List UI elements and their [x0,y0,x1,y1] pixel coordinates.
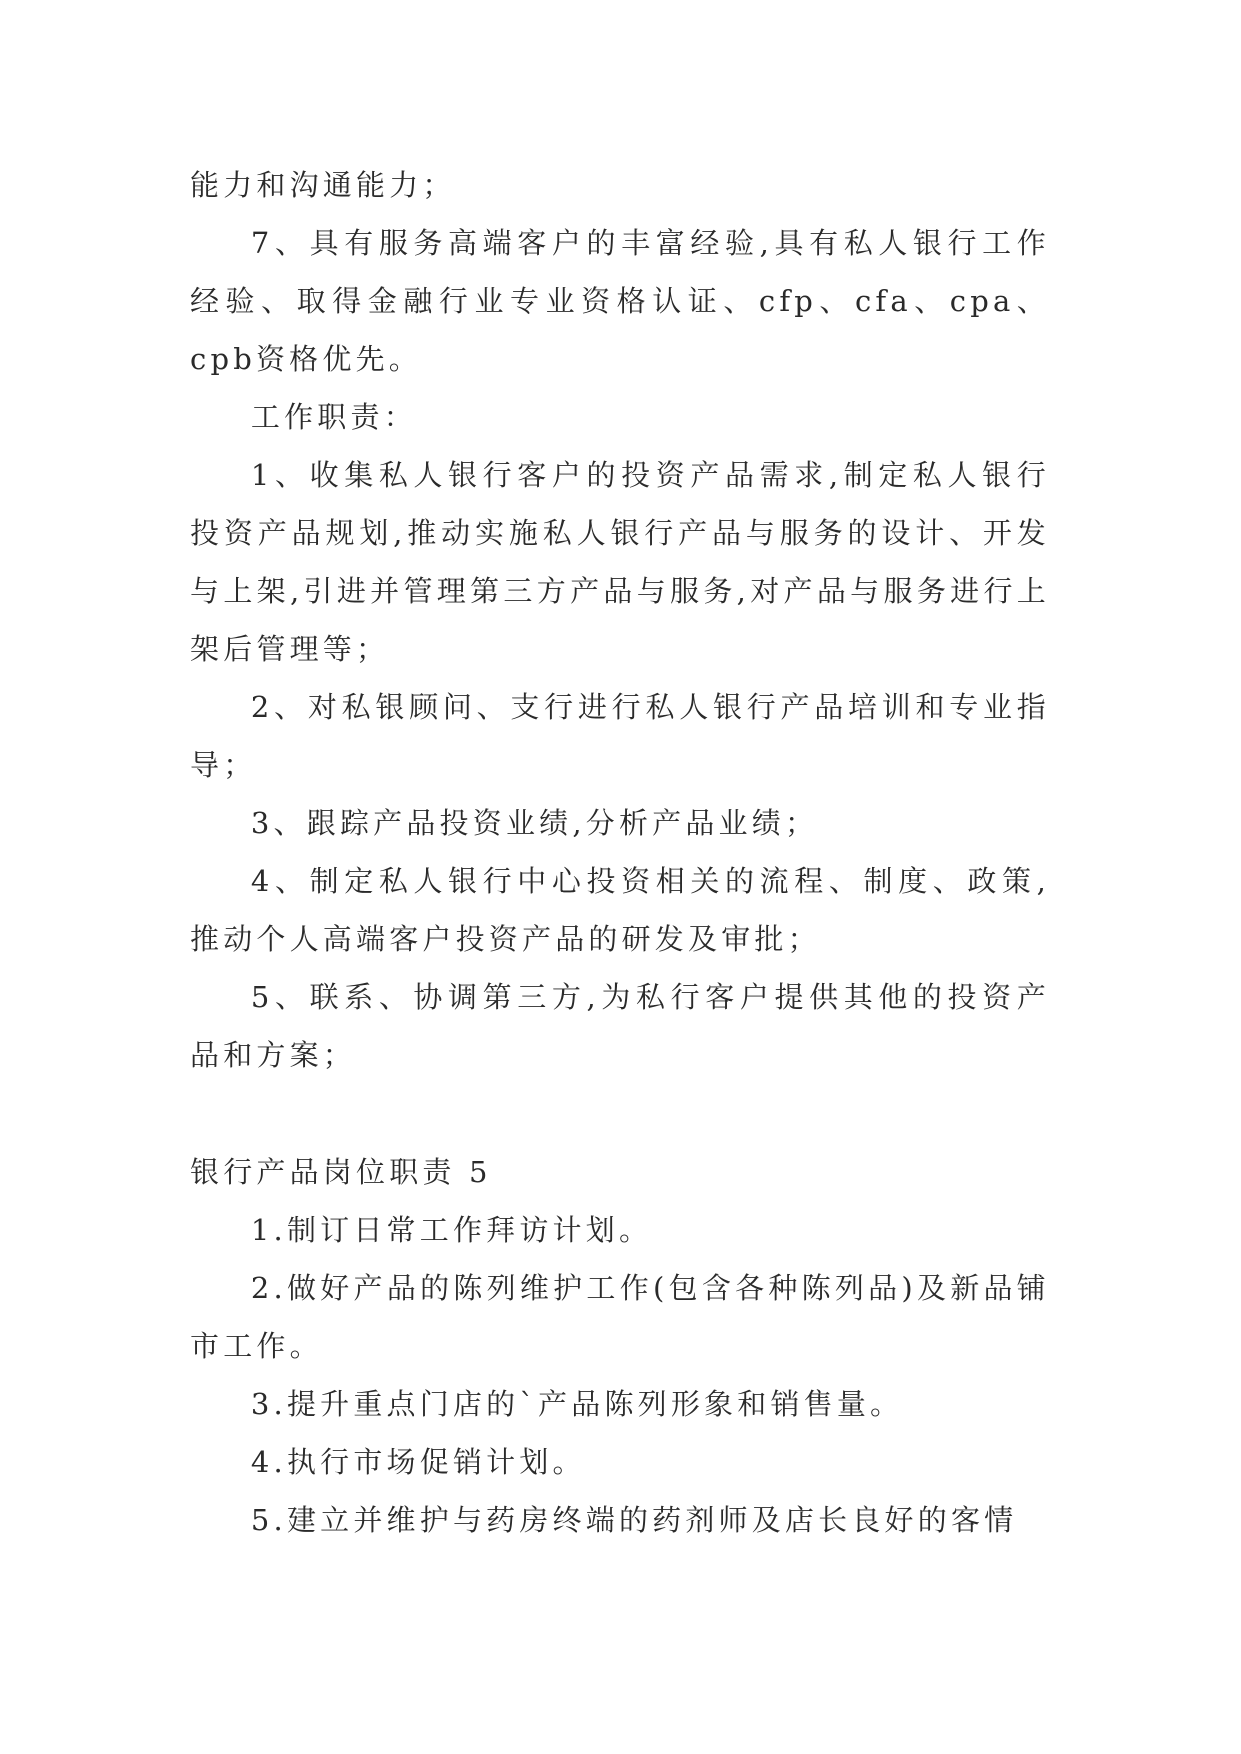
duty-item-4: 4、制定私人银行中心投资相关的流程、制度、政策,推动个人高端客户投资产品的研发及审批； [190,864,1050,956]
text-block-section5 [190,1143,1050,1549]
duty-item-3: 3、跟踪产品投资业绩,分析产品业绩； [250,806,819,840]
duty-item-1: 1、收集私人银行客户的投资产品需求,制定私人银行投资产品规划,推动实施私人银行产品与服务的设计、开发与上架,引进并管理第三方产品与服务,对产品与服务进行上架后管理等； [190,458,1050,666]
duties-heading: 工作职责： [250,400,417,434]
section5-item-4: 4.执行市场促销计划。 [250,1445,586,1479]
section5-item-2: 2.做好产品的陈列维护工作(包含各种陈列品)及新品铺市工作。 [190,1271,1050,1363]
duty-item-2: 2、对私银顾问、支行进行私人银行产品培训和专业指导； [190,690,1050,782]
paragraph-item-7: 7、具有服务高端客户的丰富经验,具有私人银行工作经验、取得金融行业专业资格认证、cfp、cfa、cpa、cpb资格优先。 [190,226,1050,376]
section5-item-5: 5.建立并维护与药房终端的药剂师及店长良好的客情 [250,1503,1018,1537]
section5-item-1: 1.制订日常工作拜访计划。 [250,1213,653,1247]
paragraph-continuation: 能力和沟通能力； [190,168,456,202]
section-title: 银行产品岗位职责 5 [190,1155,492,1189]
section5-item-3: 3.提升重点门店的`产品陈列形象和销售量。 [250,1387,904,1421]
text-block-part1 [190,156,1050,1084]
duty-item-5: 5、联系、协调第三方,为私行客户提供其他的投资产品和方案； [190,980,1050,1072]
